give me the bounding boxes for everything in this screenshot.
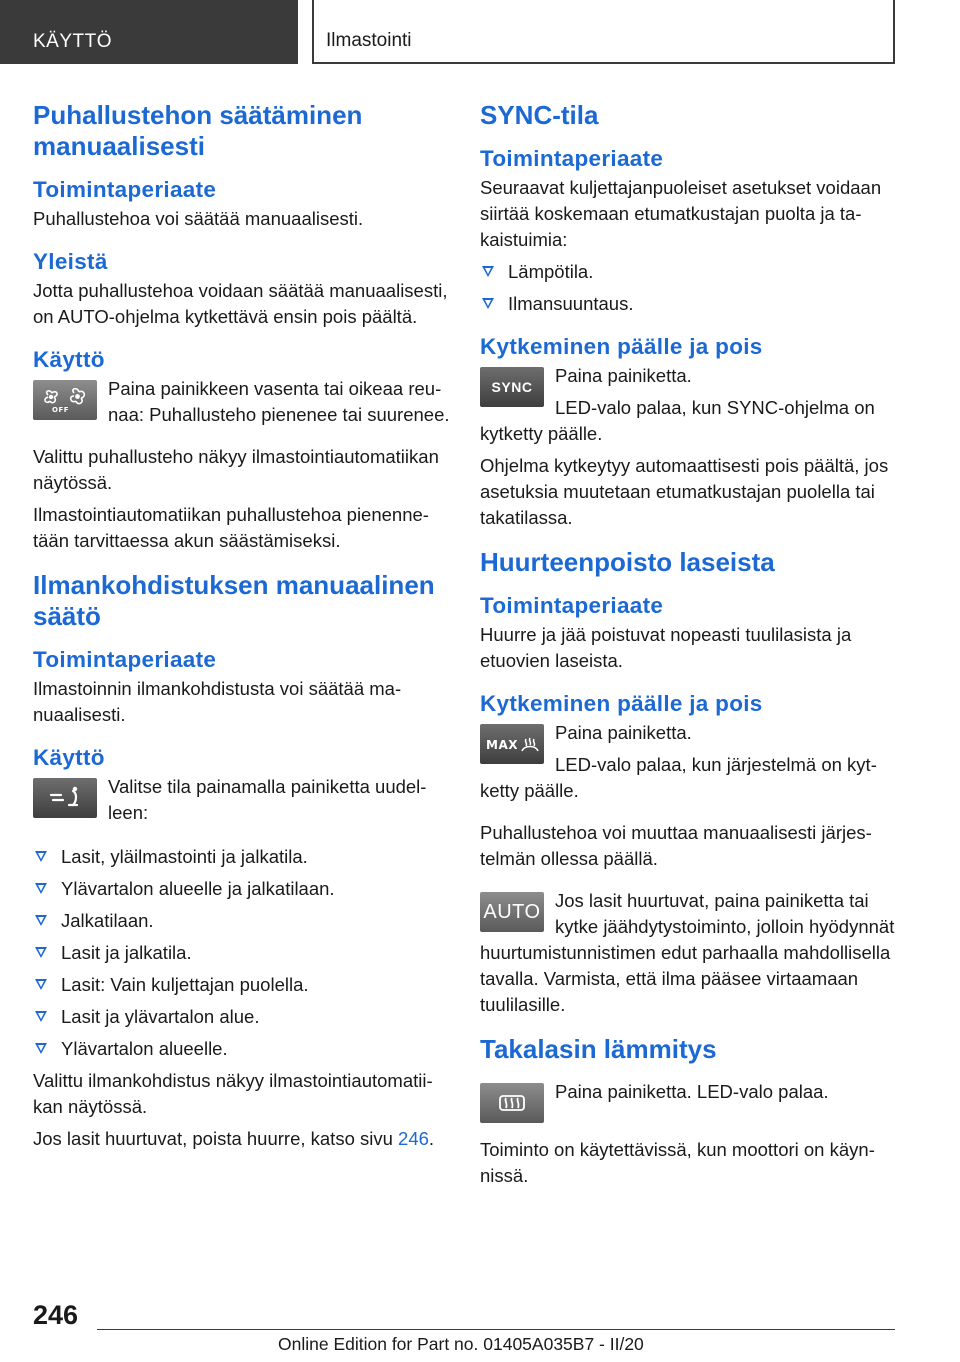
list-item: Ilmansuuntaus. — [480, 291, 900, 317]
air-principle-text: Ilmastoinnin ilmankohdistusta voi säätää manuaalisesti. — [33, 678, 402, 725]
fan-battery-text: Ilmastointiautomatiikan puhallustehoa pienennetään tarvittaessa akun säästämiseksi. — [33, 504, 429, 551]
edition-text: Online Edition for Part no. 01405A035B7 - II/20 — [278, 1334, 644, 1354]
list-item: Ylävartalon alueelle ja jalkatilaan. — [33, 876, 453, 902]
fan-principle-heading: Toimintaperiaate — [33, 177, 217, 202]
sync-list — [480, 259, 900, 317]
list-item: Jalkatilaan. — [33, 908, 453, 934]
right-column — [480, 100, 900, 1195]
fan-general-heading: Yleistä — [33, 249, 108, 274]
defrost-principle-heading: Toimintaperiaate — [480, 593, 664, 618]
page-link[interactable]: 246 — [398, 1128, 429, 1149]
sync-press-text: Paina painiketta. — [555, 365, 692, 386]
air-button-row — [33, 774, 453, 832]
defrost-principle-text: Huurre ja jää poistuvat nopeasti tuulilasista ja etuovien laseista. — [480, 624, 852, 671]
air-fog-text: Jos lasit huurtuvat, poista huurre, katso sivu 246. — [33, 1128, 435, 1149]
page-header — [0, 0, 960, 66]
svg-text:MAX: MAX — [486, 738, 518, 752]
air-distribution-icon — [33, 778, 97, 818]
list-item: Lasit ja ylävartalon alue. — [33, 1004, 453, 1030]
sync-principle-text: Seuraavat kuljettajanpuoleiset asetukset voidaan siirtää koskemaan etumatkustajan puolta ja takaistuimia: — [480, 177, 882, 250]
max-button-row — [480, 720, 900, 810]
defrost-heading: Huurteenpoisto laseista — [480, 547, 775, 577]
left-column — [33, 100, 453, 1158]
fan-button-row — [33, 376, 453, 434]
fan-button-text: Paina painikkeen vasenta tai oikeaa reunaa: Puhallusteho pienenee tai suurenee. — [108, 378, 450, 425]
air-button-text: Valitse tila painamalla painiketta uudelleen: — [108, 776, 427, 823]
list-item: Lämpötila. — [480, 259, 900, 285]
air-operation-heading: Käyttö — [33, 745, 105, 770]
auto-text: Jos lasit huurtuvat, paina painiketta tai kytke jäähdytystoiminto, jolloin hyödynnät huurtumistunnistimen edut parhaalla mahdollisella tavalla. Varmista, että ilma pääsee virtaamaan tuulilasille. — [480, 890, 895, 1015]
list-item: Lasit, yläilmastointi ja jalkatila. — [33, 844, 453, 870]
sync-heading: SYNC-tila — [480, 100, 599, 130]
max-defrost-icon — [480, 724, 544, 764]
max-press-text: Paina painiketta. — [555, 722, 692, 743]
sync-button-icon: SYNC — [480, 367, 544, 407]
sync-auto-off-text: Ohjelma kytkeytyy automaattisesti pois päältä, jos asetuksia muutetaan etumatkustajan puolella tai takatilassa. — [480, 455, 889, 528]
fan-off-icon — [33, 380, 97, 420]
air-distribution-heading: Ilmankohdistuksen manuaalinen säätö — [33, 570, 435, 631]
defrost-switch-heading: Kytkeminen päälle ja pois — [480, 691, 763, 716]
sync-principle-heading: Toimintaperiaate — [480, 146, 664, 171]
auto-button-icon: AUTO — [480, 892, 544, 932]
rear-press-text: Paina painiketta. LED-valo palaa. — [555, 1081, 829, 1102]
fan-speed-heading: Puhallustehon säätäminen manuaalisesti — [33, 100, 363, 161]
list-item: Lasit: Vain kuljettajan puolella. — [33, 972, 453, 998]
fan-operation-heading: Käyttö — [33, 347, 105, 372]
fan-principle-text: Puhallustehoa voi säätää manuaalisesti. — [33, 208, 364, 229]
max-fan-text: Puhallustehoa voi muuttaa manuaalisesti järjestelmän ollessa päällä. — [480, 822, 872, 869]
max-led-text: LED-valo palaa, kun järjestelmä on kytketty päälle. — [480, 754, 877, 801]
air-principle-heading: Toimintaperiaate — [33, 647, 217, 672]
svg-text:OFF: OFF — [52, 406, 70, 414]
footer-divider — [97, 1329, 895, 1330]
list-item: Ylävartalon alueelle. — [33, 1036, 453, 1062]
rear-heating-heading: Takalasin lämmitys — [480, 1034, 717, 1064]
fan-general-text: Jotta puhallustehoa voidaan säätää manuaalisesti, on AUTO-ohjelma kytkettävä ensin pois päältä. — [33, 280, 448, 327]
sync-button-row — [480, 363, 900, 453]
sync-led-text: LED-valo palaa, kun SYNC-ohjelma on kytketty päälle. — [480, 397, 875, 444]
sync-switch-heading: Kytkeminen päälle ja pois — [480, 334, 763, 359]
chapter-title: Ilmastointi — [312, 0, 895, 64]
rear-window-heating-icon — [480, 1083, 544, 1123]
rear-button-row — [480, 1079, 900, 1127]
rear-engine-text: Toiminto on käytettävissä, kun moottori on käynnissä. — [480, 1139, 875, 1186]
list-item: Lasit ja jalkatila. — [33, 940, 453, 966]
fan-display-text: Valittu puhallusteho näkyy ilmastointiautomatiikan näytössä. — [33, 446, 439, 493]
page-number: 246 — [33, 1300, 79, 1330]
section-tab: KÄYTTÖ — [0, 0, 298, 64]
air-display-text: Valittu ilmankohdistus näkyy ilmastointiautomatiikan näytössä. — [33, 1070, 433, 1117]
auto-button-row — [480, 888, 900, 1024]
air-mode-list — [33, 844, 453, 1062]
